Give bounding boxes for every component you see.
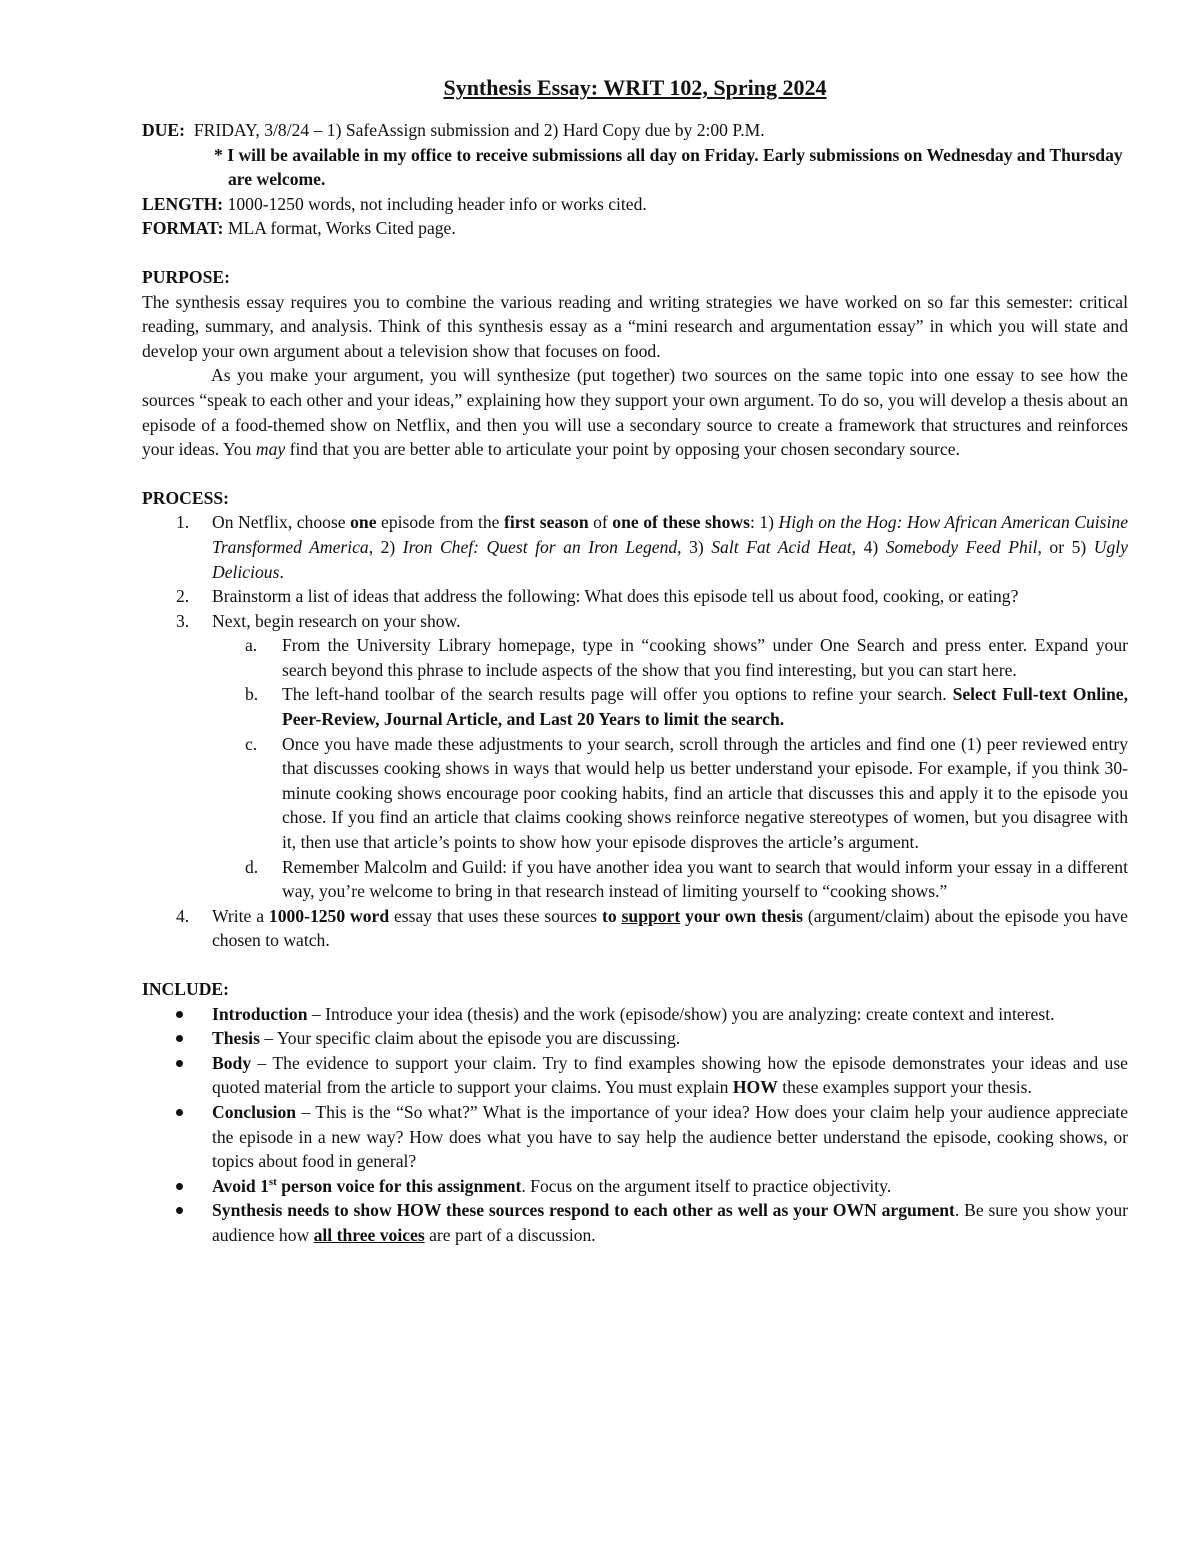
- purpose-paragraph-1: The synthesis essay requires you to combine the various reading and writing strategies we have worked on so far this semester: critical reading, summary, and analysis. Think of this synthesis essay as a “mini research and argumentation essay” in which you will state and develop your own argument about a television show that focuses on food.: [142, 291, 1128, 361]
- bullet-icon: [176, 1207, 183, 1214]
- substep-b: b. The left-hand toolbar of the search results page will offer you options to refine your search. Select Full-text Online, Peer-Review, Journal Article, and Last 20 Years to limit the search.: [245, 684, 1129, 730]
- bullet-icon: [176, 1035, 183, 1042]
- step-number: 1.: [176, 512, 190, 533]
- show-title: Salt Fat Acid Heat: [711, 536, 852, 557]
- substep-d: d. Remember Malcolm and Guild: if you have another idea you want to search that would inform your essay in a different way, you’re welcome to bring in that research instead of limiting yourself to “cooking shows.”: [245, 856, 1128, 902]
- due-line: [142, 118, 1128, 143]
- assignment-page: [142, 74, 1128, 1248]
- purpose-paragraph-2: [142, 363, 1128, 461]
- include-heading: INCLUDE:: [142, 979, 229, 999]
- include-conclusion: Conclusion – This is the “So what?” What is the importance of your idea? How does your claim help your audience appreciate the episode in a new way? How does what you have to say help the audience better understand the episode, cooking shows, or topics about food in general?: [142, 1100, 1128, 1174]
- bullet-icon: [176, 1109, 183, 1116]
- show-title: Ugly Delicious: [212, 536, 1128, 582]
- due-label: DUE:: [142, 120, 186, 140]
- substep-a: a. From the University Library homepage, type in “cooking shows” under One Search and press enter. Expand your search beyond this phrase to include aspects of the show that you find interesting, but you can start here.: [245, 635, 1128, 680]
- step-number: 3.: [176, 610, 190, 631]
- step-text: Brainstorm a list of ideas that address the following: What does this episode tell us about food, cooking, or eating?: [212, 586, 1019, 607]
- due-text: FRIDAY, 3/8/24 – 1) SafeAssign submission and 2) Hard Copy due by 2:00 P.M.: [193, 120, 765, 140]
- include-body: Body – The evidence to support your claim. Try to find examples showing how the episode demonstrates your ideas and use quoted material from the article to support your claims. You must explain HOW these examples support your thesis.: [142, 1051, 1128, 1100]
- purpose-p2-emphasis: may: [255, 439, 286, 460]
- bullet-icon: [176, 1183, 183, 1190]
- process-step-4: 4. Write a 1000-1250 word essay that uses these sources to support your own thesis (argument/claim) about the episode you have chosen to watch.: [176, 905, 1128, 951]
- process-step-1: 1. On Netflix, choose one episode from the first season of one of these shows: 1) High on the Hog: How African American Cuisine Transformed America, 2) Iron Chef: Quest for an Iron Legend, 3) Salt Fat Acid Heat, 4) Somebody Feed Phil, or 5) Ugly Delicious.: [176, 512, 1129, 582]
- include-introduction: Introduction – Introduce your idea (thesis) and the work (episode/show) you are analyzing: create context and interest.: [142, 1002, 1128, 1027]
- include-thesis: Thesis – Your specific claim about the episode you are discussing.: [142, 1026, 1128, 1051]
- length-line: [142, 192, 1128, 217]
- step-number: 4.: [176, 905, 190, 926]
- due-note: * I will be available in my office to receive submissions all day on Friday. Early submissions on Wednesday and Thursday are welcome.: [214, 144, 1123, 190]
- purpose-p2-text: As you make your argument, you will synthesize (put together) two sources on the same topic into one essay to see how the sources “speak to each other and your ideas,” explaining how they support your own argument. To do so, you will develop a thesis about an episode of a food-themed show on Netflix, and then you will use a secondary source to create a framework that structures and reinforces your ideas. You: [142, 365, 1128, 460]
- format-line: [142, 216, 1128, 241]
- step-text: Next, begin research on your show.: [212, 610, 461, 631]
- show-title: Iron Chef: Quest for an Iron Legend: [402, 536, 678, 557]
- page-title: Synthesis Essay: WRIT 102, Spring 2024: [443, 75, 827, 100]
- bullet-icon: [176, 1060, 183, 1067]
- format-text: MLA format, Works Cited page.: [227, 218, 456, 239]
- step-number: 2.: [176, 586, 190, 607]
- bullet-icon: [176, 1011, 183, 1018]
- process-step-3: [142, 609, 1128, 904]
- length-text: 1000-1250 words, not including header info or works cited.: [227, 193, 647, 214]
- research-substeps: [212, 633, 1128, 904]
- length-label: LENGTH:: [142, 193, 224, 214]
- purpose-p2-text-end: find that you are better able to articulate your point by opposing your chosen secondary source.: [285, 439, 960, 460]
- process-step-2: [142, 584, 1128, 609]
- format-label: FORMAT:: [142, 218, 224, 239]
- show-title: Somebody Feed Phil: [885, 536, 1038, 557]
- include-avoid: Avoid 1st person voice for this assignment. Focus on the argument itself to practice objectivity.: [142, 1174, 1128, 1199]
- purpose-heading: PURPOSE:: [142, 266, 230, 287]
- process-list: [142, 510, 1128, 953]
- show-title: High on the Hog: How African American Cuisine Transformed America: [212, 512, 1129, 557]
- include-list: [142, 1002, 1128, 1248]
- substep-c: c. Once you have made these adjustments to your search, scroll through the articles and find one (1) peer reviewed entry that discusses cooking shows in ways that would help us better understand your episode. For example, if you think 30-minute cooking shows encourage poor cooking habits, find an article that discusses this and apply it to the episode you chose. If you find an article that claims cooking shows reinforce negative stereotypes of women, but you disagree with it, then use that article’s points to show how your episode disproves the article’s argument.: [245, 733, 1128, 853]
- process-heading: PROCESS:: [142, 487, 230, 508]
- include-synthesis: Synthesis needs to show HOW these sources respond to each other as well as your OWN argument. Be sure you show your audience how all three voices are part of a discussion.: [142, 1198, 1128, 1247]
